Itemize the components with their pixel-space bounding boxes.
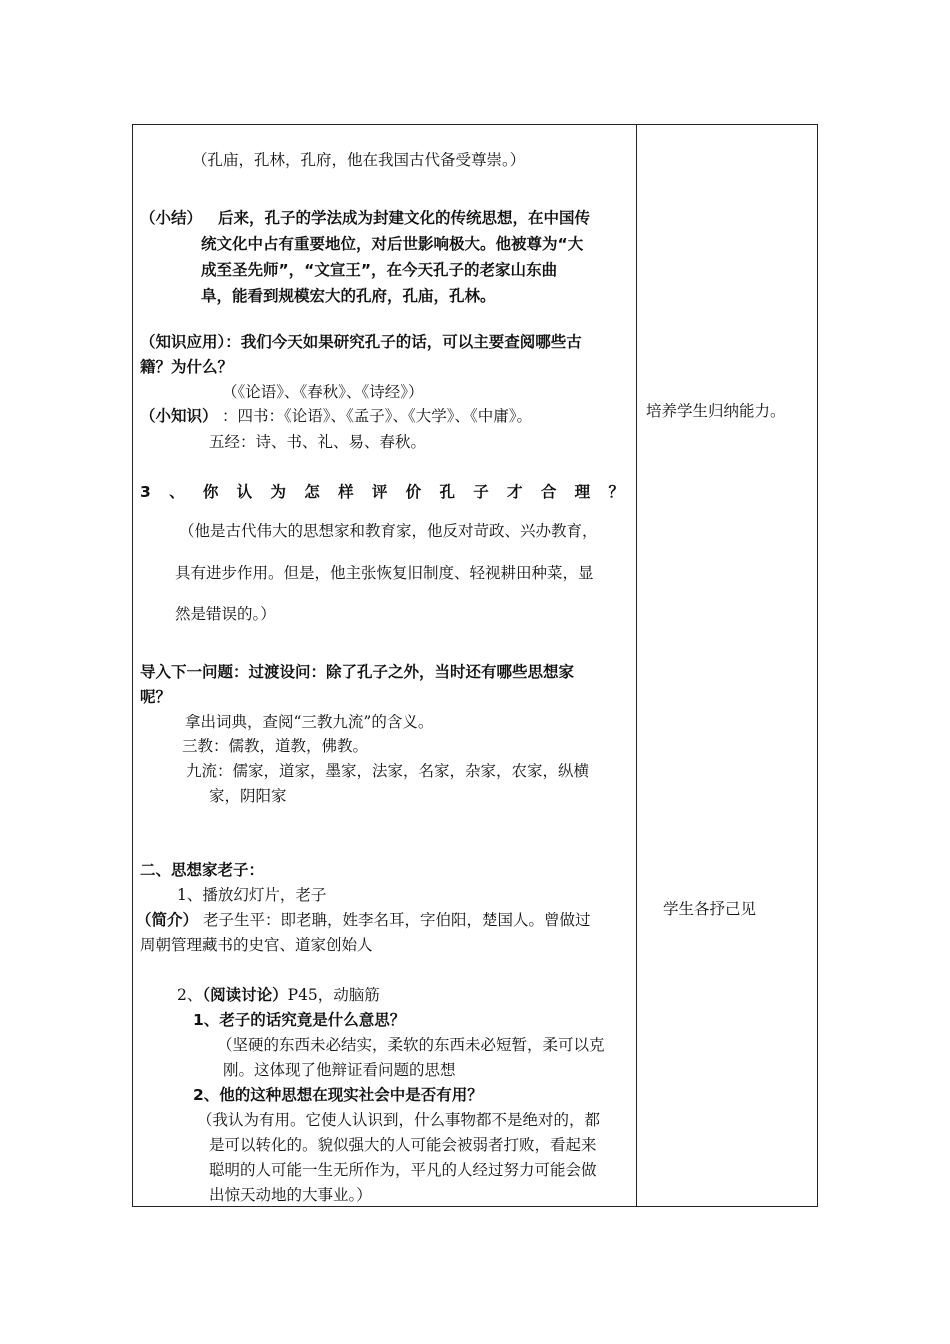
tip-line-2: 五经：诗、书、礼、易、春秋。 — [209, 433, 427, 451]
q3-char: 怎 — [304, 483, 320, 501]
confucius-sites-text: （孔庙，孔林，孔府，他在我国古代备受尊崇。） — [192, 151, 526, 169]
q3-char: 合 — [540, 483, 557, 501]
knowledge-apply-line-1: （知识应用）：我们今天如果研究孔子的话，可以主要查阅哪些古 — [140, 333, 582, 351]
intro-line-1: 老子生平：即老聃，姓李名耳，字伯阳，楚国人。曾做过 — [203, 911, 591, 929]
laozi-answer-2-line-2: 是可以转化的。貌似强大的人可能会被弱者打败，看起来 — [209, 1136, 597, 1154]
q3-char: 才 — [507, 483, 523, 501]
reading-discussion-number: 2、 — [177, 986, 203, 1004]
q3-char: 价 — [405, 483, 422, 501]
intro-line-2: 周朝管理藏书的史官、道家创始人 — [140, 936, 373, 954]
design-note-summary: 培养学生归纳能力。 — [646, 402, 786, 420]
summary-line-2: 统文化中占有重要地位，对后世影响极大。他被尊为“大 — [201, 235, 584, 253]
q3-char: 认 — [236, 483, 253, 501]
dictionary-task: 拿出词典，查阅“三教九流”的含义。 — [185, 713, 434, 731]
q3-char: 子 — [473, 483, 489, 501]
q3-char: 理 — [574, 483, 591, 501]
q3-answer-line-2: 具有进步作用。但是，他主张恢复旧制度、轻视耕田种菜，显 — [175, 564, 594, 582]
q3-char: 你 — [202, 483, 219, 501]
laozi-answer-2-line-3: 聪明的人可能一生无所作为，平凡的人经过努力可能会做 — [209, 1161, 597, 1179]
q3-char: 为 — [270, 483, 286, 501]
design-note-discussion: 学生各抒己见 — [663, 900, 757, 918]
reading-discussion-label: （阅读讨论） — [202, 986, 288, 1004]
tip-line-1: ：四书：《论语》、《孟子》、《大学》、《中庸》。 — [222, 407, 533, 425]
q3-answer-line-3: 然是错误的。） — [175, 605, 276, 623]
three-teachings: 三教：儒教，道教，佛教。 — [182, 737, 369, 755]
intro-label: （简介） — [136, 911, 199, 929]
laozi-answer-1-line-1: （坚硬的东西未必结实，柔软的东西未必短暂，柔可以克 — [217, 1036, 605, 1054]
q3-char: 、 — [169, 483, 185, 501]
q3-char: 评 — [371, 483, 388, 501]
summary-label: （小结） — [140, 209, 203, 227]
summary-line-4: 阜，能看到规模宏大的孔府，孔庙，孔林。 — [201, 287, 496, 305]
nine-schools-line-1: 九流：儒家，道家，墨家，法家，名家，杂家，农家，纵横 — [186, 762, 590, 780]
knowledge-apply-answer: （《论语》、《春秋》、《诗经》） — [222, 383, 424, 401]
next-topic-line-2: 呢？ — [140, 688, 172, 706]
column-divider — [636, 124, 637, 1207]
q3-char: ？ — [608, 483, 624, 501]
section-laozi-heading: 二、思想家老子： — [140, 861, 265, 879]
q3-char: 样 — [338, 483, 354, 501]
summary-line-1: 后来，孔子的学法成为封建文化的传统思想，在中国传 — [218, 209, 591, 227]
question-3 — [140, 481, 624, 503]
laozi-answer-1-line-2: 刚。这体现了他辩证看问题的思想 — [223, 1061, 456, 1079]
section-laozi-slides: 1、播放幻灯片，老子 — [177, 886, 327, 904]
next-topic-line-1: 导入下一问题：过渡设问：除了孔子之外，当时还有哪些思想家 — [140, 663, 575, 681]
laozi-question-1: 1、老子的话究竟是什么意思？ — [193, 1011, 406, 1029]
reading-discussion — [177, 984, 380, 1006]
nine-schools-line-2: 家，阴阳家 — [209, 787, 287, 805]
tip-label: （小知识） — [140, 407, 218, 425]
laozi-answer-2-line-4: 出惊天动地的大事业。） — [209, 1186, 372, 1204]
laozi-question-2: 2、他的这种思想在现实社会中是否有用？ — [193, 1086, 483, 1104]
laozi-answer-2-line-1: （我认为有用。它使人认识到，什么事物都不是绝对的，都 — [197, 1111, 601, 1129]
summary-line-3: 成至圣先师”，“文宣王”，在今天孔子的老家山东曲 — [201, 261, 558, 279]
q3-char: 3 — [140, 483, 151, 501]
knowledge-apply-line-2: 籍？为什么？ — [140, 358, 234, 376]
q3-char: 孔 — [439, 483, 455, 501]
reading-discussion-rest: P45，动脑筋 — [287, 986, 380, 1004]
q3-answer-line-1: （他是古代伟大的思想家和教育家，他反对苛政、兴办教育， — [179, 522, 598, 540]
